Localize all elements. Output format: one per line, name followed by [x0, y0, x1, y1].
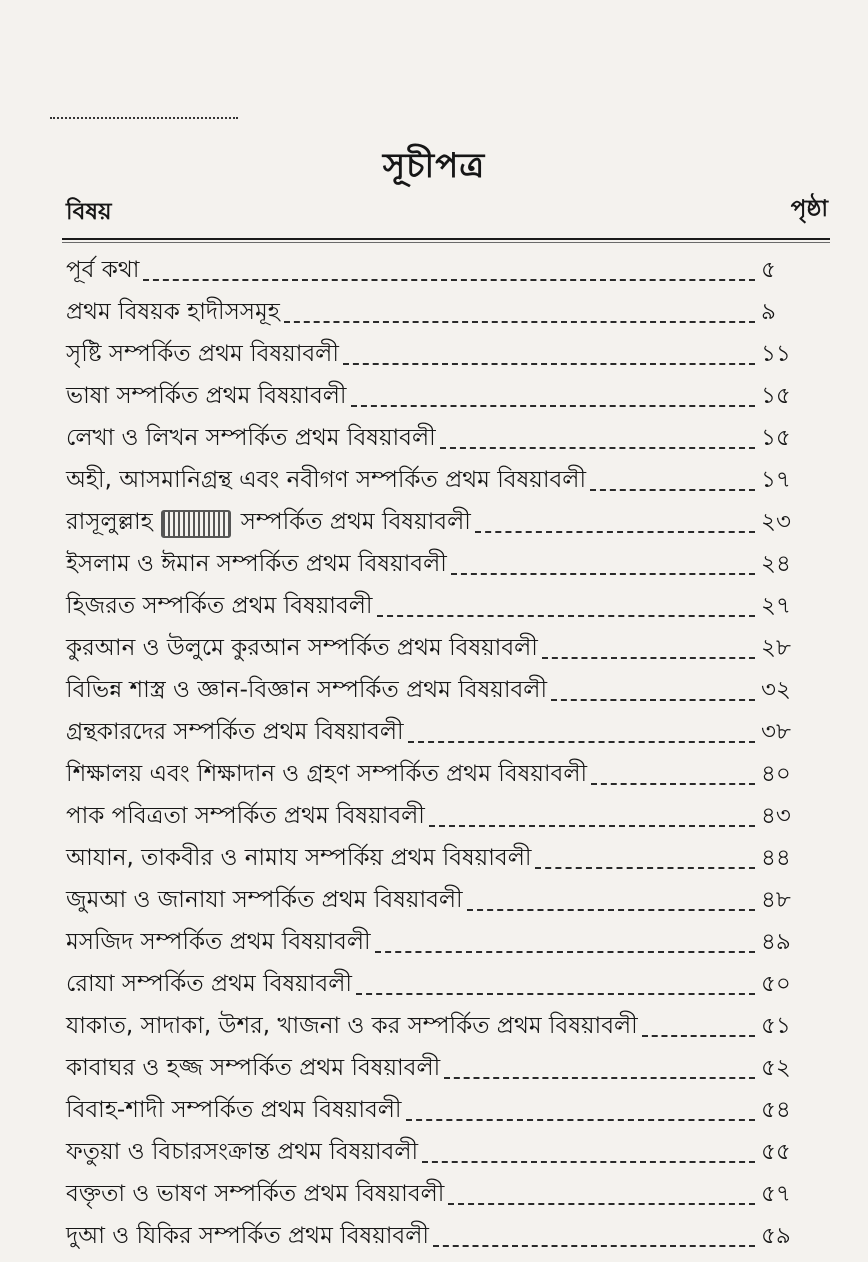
entry-page: ২৪: [761, 551, 791, 577]
toc-entry: [66, 836, 831, 878]
subject-column-header: বিষয়: [66, 199, 112, 225]
entry-title: জুমআ ও জানাযা সম্পর্কিত প্রথম বিষয়াবলী: [66, 887, 463, 913]
leader-dashes: [356, 993, 755, 995]
toc-entry: [66, 248, 831, 290]
toc-entry: [66, 290, 831, 332]
header-rule-thin: [62, 242, 830, 243]
entry-page: ৫৭: [761, 1181, 791, 1207]
entry-title: শিক্ষালয় এবং শিক্ষাদান ও গ্রহণ সম্পর্কিত প্রথম বিষয়াবলী: [66, 761, 588, 787]
toc-entry: [66, 1088, 831, 1130]
entry-page: ৪৯: [761, 929, 791, 955]
toc-entry: [66, 1214, 831, 1256]
entry-title: প্রথম বিষয়ক হাদীসসমূহ: [66, 299, 280, 325]
leader-dashes: [429, 825, 755, 827]
entry-title: ফতুয়া ও বিচারসংক্রান্ত প্রথম বিষয়াবলী: [66, 1139, 419, 1165]
toc-entry: [66, 1004, 831, 1046]
entry-page: ৪৮: [761, 887, 791, 913]
entry-page: ৪০: [761, 761, 791, 787]
entry-title: পাক পবিত্রতা সম্পর্কিত প্রথম বিষয়াবলী: [66, 803, 425, 829]
leader-dashes: [284, 321, 755, 323]
entry-title: সৃষ্টি সম্পর্কিত প্রথম বিষয়াবলী: [66, 341, 339, 367]
entry-title: লেখা ও লিখন সম্পর্কিত প্রথম বিষয়াবলী: [66, 425, 436, 451]
entry-page: ২৭: [761, 593, 791, 619]
entry-page: ৫৫: [761, 1139, 791, 1165]
entry-page: ৫২: [761, 1055, 791, 1081]
page-column-header: পৃষ্ঠা: [790, 196, 828, 222]
entry-title: কুরআন ও উলুমে কুরআন সম্পর্কিত প্রথম বিষয়াবলী: [66, 635, 538, 661]
entry-page: ৯: [761, 299, 776, 325]
entry-page: ১১: [761, 341, 791, 367]
table-of-contents: [66, 248, 831, 1256]
leader-dashes: [591, 783, 755, 785]
toc-entry: [66, 794, 831, 836]
entry-title: যাকাত, সাদাকা, উশর, খাজনা ও কর সম্পর্কিত প্রথম বিষয়াবলী: [66, 1013, 638, 1039]
entry-title: বক্তৃতা ও ভাষণ সম্পর্কিত প্রথম বিষয়াবলী: [66, 1181, 445, 1207]
entry-title: কাবাঘর ও হজ্জ সম্পর্কিত প্রথম বিষয়াবলী: [66, 1055, 441, 1081]
leader-dashes: [351, 405, 756, 407]
leader-dashes: [444, 1077, 755, 1079]
leader-dashes: [451, 573, 755, 575]
leader-dashes: [433, 1245, 755, 1247]
entry-page: ৩৮: [761, 719, 791, 745]
entry-page: ১৫: [761, 425, 791, 451]
toc-entry: [66, 962, 831, 1004]
toc-entry: [66, 584, 831, 626]
entry-title: ইসলাম ও ঈমান সম্পর্কিত প্রথম বিষয়াবলী: [66, 551, 447, 577]
toc-entry: [66, 416, 831, 458]
leader-dashes: [590, 489, 755, 491]
header-rule: [62, 238, 830, 240]
toc-entry: [66, 752, 831, 794]
entry-page: ৫৪: [761, 1097, 791, 1123]
leader-dashes: [408, 741, 755, 743]
page-title: সূচীপত্র: [382, 146, 486, 186]
entry-title-after: সম্পর্কিত প্রথম বিষয়াবলী: [240, 509, 471, 535]
leader-dashes: [642, 1035, 755, 1037]
leader-dashes: [422, 1161, 755, 1163]
leader-dashes: [377, 615, 756, 617]
entry-page: ২৩: [761, 509, 791, 535]
leader-dashes: [448, 1203, 755, 1205]
entry-title: রোযা সম্পর্কিত প্রথম বিষয়াবলী: [66, 971, 352, 997]
toc-entry: [66, 710, 831, 752]
entry-title-before: রাসূলুল্লাহ: [66, 509, 153, 535]
toc-entry: [66, 1130, 831, 1172]
leader-dashes: [542, 657, 755, 659]
entry-title: ভাষা সম্পর্কিত প্রথম বিষয়াবলী: [66, 383, 347, 409]
entry-page: ৫৯: [761, 1223, 791, 1249]
leader-dashes: [375, 951, 755, 953]
toc-entry: [66, 374, 831, 416]
entry-title: আযান, তাকবীর ও নামায সম্পর্কিয় প্রথম বিষয়াবলী: [66, 845, 532, 871]
leader-dashes: [343, 363, 755, 365]
entry-page: ৫: [761, 257, 776, 283]
entry-title: মসজিদ সম্পর্কিত প্রথম বিষয়াবলী: [66, 929, 371, 955]
leader-dashes: [440, 447, 755, 449]
toc-entry: [66, 920, 831, 962]
toc-entry: [66, 542, 831, 584]
salutation-seal-icon: [161, 510, 231, 538]
toc-entry: [66, 626, 831, 668]
entry-title: দুআ ও যিকির সম্পর্কিত প্রথম বিষয়াবলী: [66, 1223, 429, 1249]
entry-page: ৪৩: [761, 803, 791, 829]
toc-entry: [66, 1172, 831, 1214]
leader-dashes: [467, 909, 755, 911]
toc-entry: [66, 668, 831, 710]
toc-entry: [66, 458, 831, 500]
leader-dashes: [551, 699, 755, 701]
entry-page: ৪৪: [761, 845, 791, 871]
entry-title: অহী, আসমানিগ্রন্থ এবং নবীগণ সম্পর্কিত প্রথম বিষয়াবলী: [66, 467, 587, 493]
entry-title: [66, 503, 471, 542]
leader-dashes: [475, 531, 755, 533]
entry-title: বিভিন্ন শাস্ত্র ও জ্ঞান-বিজ্ঞান সম্পর্কিত প্রথম বিষয়াবলী: [66, 677, 548, 703]
entry-page: ৫০: [761, 971, 791, 997]
dotted-rule: [50, 117, 238, 119]
toc-entry: [66, 332, 831, 374]
toc-entry: [66, 1046, 831, 1088]
entry-page: ১৫: [761, 383, 791, 409]
entry-title: পূর্ব কথা: [66, 257, 140, 283]
entry-page: ৫১: [761, 1013, 791, 1039]
entry-page: ৩২: [761, 677, 791, 703]
toc-entry: [66, 500, 831, 542]
leader-dashes: [143, 279, 755, 281]
toc-entry: [66, 878, 831, 920]
entry-title: বিবাহ-শাদী সম্পর্কিত প্রথম বিষয়াবলী: [66, 1097, 402, 1123]
entry-title: গ্রন্থকারদের সম্পর্কিত প্রথম বিষয়াবলী: [66, 719, 404, 745]
entry-title: হিজরত সম্পর্কিত প্রথম বিষয়াবলী: [66, 593, 373, 619]
leader-dashes: [535, 867, 755, 869]
entry-page: ২৮: [761, 635, 791, 661]
entry-page: ১৭: [761, 467, 791, 493]
leader-dashes: [406, 1119, 755, 1121]
